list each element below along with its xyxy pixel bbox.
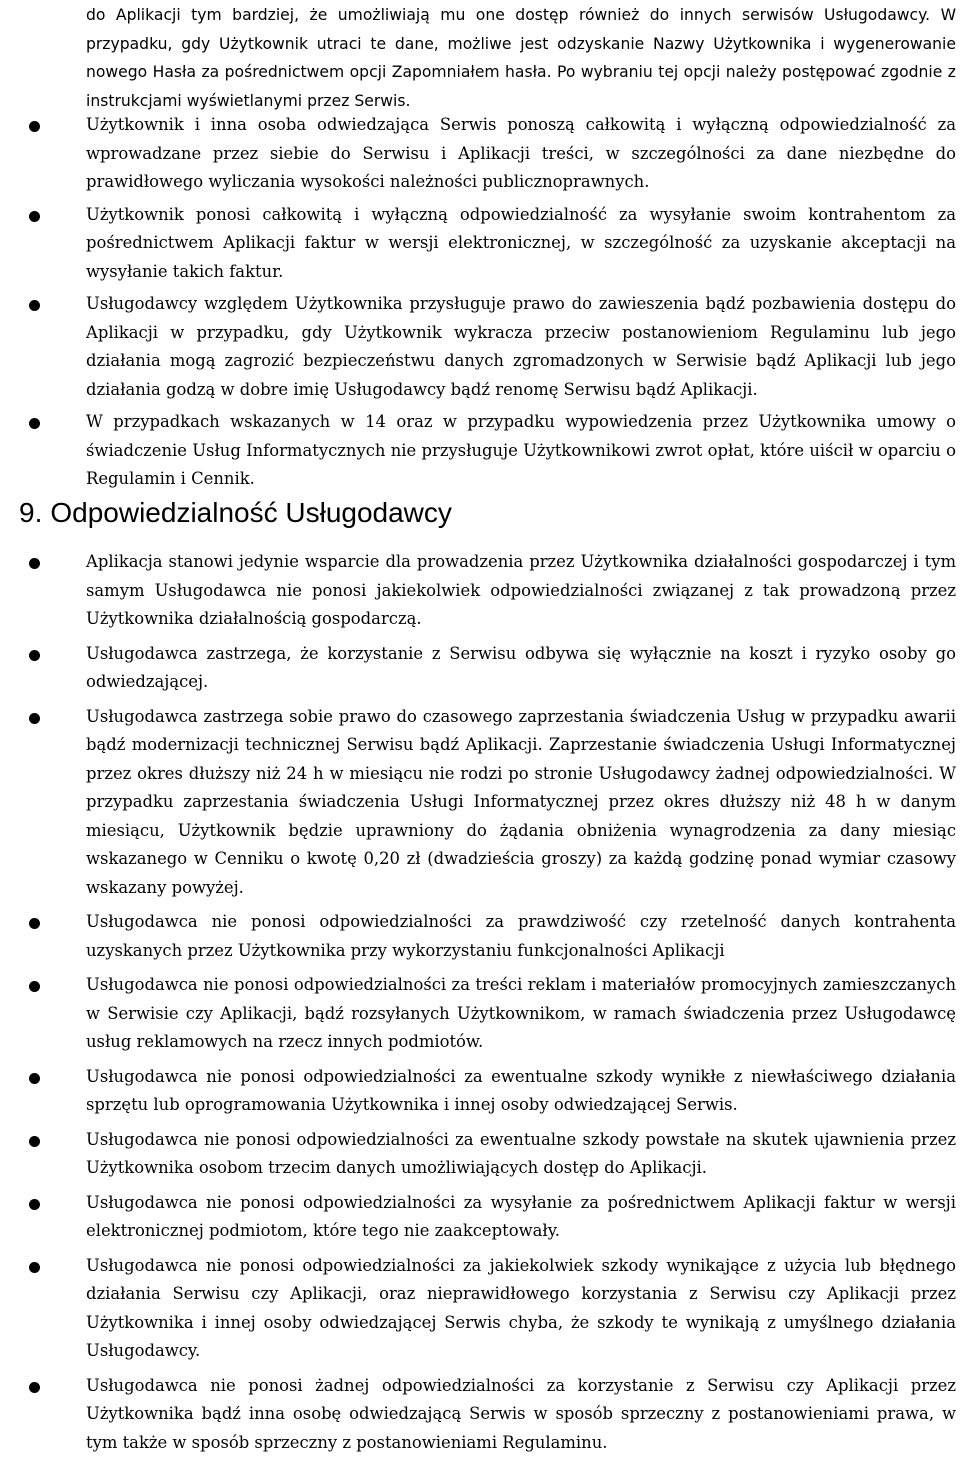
section-title: Odpowiedzialność Usługodawcy bbox=[50, 497, 452, 528]
list-item-text: Usługodawca nie ponosi odpowiedzialności za jakiekolwiek szkody wynikające z użycia lub błędnego działania Serwisu czy Aplikacji, oraz nieprawidłowego korzystania z Serwisu czy Aplikacji przez Użytkownika i innej osoby odwiedzającej Serwis chyba, że szkody te wynikają z umyślnego działania Usługodawcy. bbox=[86, 1255, 956, 1360]
bullet-icon bbox=[29, 211, 40, 222]
bullet-icon bbox=[29, 418, 40, 429]
bullet-icon bbox=[29, 1073, 40, 1084]
list-item bbox=[0, 1252, 960, 1366]
bullet-icon bbox=[29, 981, 40, 992]
list-item-text: Usługodawca zastrzega, że korzystanie z Serwisu odbywa się wyłącznie na koszt i ryzyko osoby go odwiedzającej. bbox=[86, 643, 956, 691]
list-item bbox=[0, 1189, 960, 1246]
bullet-icon bbox=[29, 121, 40, 132]
section-8-list bbox=[0, 111, 960, 498]
lead-paragraph-text: do Aplikacji tym bardziej, że umożliwiają mu one dostęp również do innych serwisów Usługodawcy. W przypadku, gdy Użytkownik utraci te dane, możliwe jest odzyskanie Nazwy Użytkownika i wygenerowanie nowego Hasła za pośrednictwem opcji Zapomniałem hasła. bbox=[86, 6, 956, 81]
list-item bbox=[0, 548, 960, 634]
section-number: 9. bbox=[19, 497, 43, 528]
list-item-text: Aplikacja stanowi jedynie wsparcie dla prowadzenia przez Użytkownika działalności gospodarczej i tym samym Usługodawca nie ponosi jakiekolwiek odpowiedzialności związanej z tak prowadzoną przez Użytkownika działalnością gospodarczą. bbox=[86, 552, 956, 628]
bullet-icon bbox=[29, 1136, 40, 1147]
section-heading bbox=[0, 493, 960, 533]
list-item-text: Usługodawca nie ponosi odpowiedzialności za prawdziwość czy rzetelność danych kontrahenta uzyskanych przez Użytkownika przy wykorzystaniu funkcjonalności Aplikacji bbox=[86, 912, 956, 960]
bullet-icon bbox=[29, 300, 40, 311]
list-item bbox=[0, 1372, 960, 1458]
list-item bbox=[0, 290, 960, 404]
list-item-text: Użytkownik ponosi całkowitą i wyłączną odpowiedzialność za wysyłanie swoim kontrahentom za pośrednictwem Aplikacji faktur w wersji elektronicznej, w szczególność za uzyskanie akceptacji na wysyłanie takich faktur. bbox=[86, 204, 956, 281]
section-9-list bbox=[0, 548, 960, 1463]
list-item bbox=[0, 1063, 960, 1120]
list-item-text: Usługodawca nie ponosi odpowiedzialności za ewentualne szkody powstałe na skutek ujawnienia przez Użytkownika osobom trzecim danych umożliwiających dostęp do Aplikacji. bbox=[86, 1129, 956, 1177]
list-item bbox=[0, 408, 960, 494]
bullet-icon bbox=[29, 1262, 40, 1273]
list-item-text: Usługodawca nie ponosi żadnej odpowiedzialności za korzystanie z Serwisu czy Aplikacji przez Użytkownika bądź inna osobę odwiedzającą Serwis w sposób sprzeczny z postanowieniami prawa, w tym także w sposób sprzeczny z postanowieniami Regulaminu. bbox=[86, 1375, 956, 1452]
lead-paragraph bbox=[86, 1, 956, 115]
list-item bbox=[0, 640, 960, 697]
list-item bbox=[0, 111, 960, 197]
list-item-text: W przypadkach wskazanych w 14 oraz w przypadku wypowiedzenia przez Użytkownika umowy o świadczenie Usług Informatycznych nie przysługuje Użytkownikowi zwrot opłat, które uiścił w oparciu o Regulamin i Cennik. bbox=[86, 412, 956, 488]
list-item-text: Usługodawcy względem Użytkownika przysługuje prawo do zawieszenia bądź pozbawienia dostępu do Aplikacji w przypadku, gdy Użytkownik wykracza przeciw postanowieniom Regulaminu lub jego działania mogą zagrozić bezpieczeństwu danych zgromadzonych w Serwisie bądź Aplikacji lub jego działania godzą w dobre imię Usługodawcy bądź renomę Serwisu bądź Aplikacji. bbox=[86, 294, 956, 399]
bullet-icon bbox=[29, 650, 40, 661]
bullet-icon bbox=[29, 918, 40, 929]
bullet-icon bbox=[29, 558, 40, 569]
lead-paragraph-tail: Po wybraniu tej opcji należy postępować zgodnie z instrukcjami wyświetlanymi przez Serwis. bbox=[86, 63, 956, 110]
list-item-text: Usługodawca nie ponosi odpowiedzialności za treści reklam i materiałów promocyjnych zamieszczanych w Serwisie czy Aplikacji, bądź rozsyłanych Użytkownikom, w ramach świadczenia przez Usługodawcę usług reklamowych na rzecz innych podmiotów. bbox=[86, 975, 956, 1051]
list-item bbox=[0, 1126, 960, 1183]
bullet-icon bbox=[29, 713, 40, 724]
list-item bbox=[0, 201, 960, 287]
bullet-icon bbox=[29, 1382, 40, 1393]
list-item-text: Usługodawca zastrzega sobie prawo do czasowego zaprzestania świadczenia Usług w przypadku awarii bądź modernizacji technicznej Serwisu bądź Aplikacji. Zaprzestanie świadczenia Usługi Informatycznej przez okres dłuższy niż 24 h w miesiącu nie rodzi po stronie Usługodawcy żadnej odpowiedzialności. W przypadku zaprzestania świadczenia Usługi Informatycznej przez okres dłuższy niż 48 h w danym miesiącu, Użytkownik będzie uprawniony do żądania obniżenia wynagrodzenia za dany miesiąc wskazanego w Cenniku o kwotę 0,20 zł (dwadzieścia groszy) za każdą godzinę ponad wymiar czasowy wskazany powyżej. bbox=[86, 706, 956, 897]
list-item bbox=[0, 971, 960, 1057]
list-item-text: Usługodawca nie ponosi odpowiedzialności za ewentualne szkody wynikłe z niewłaściwego działania sprzętu lub oprogramowania Użytkownika i innej osoby odwiedzającej Serwis. bbox=[86, 1066, 956, 1114]
bullet-icon bbox=[29, 1199, 40, 1210]
list-item-text: Usługodawca nie ponosi odpowiedzialności za wysyłanie za pośrednictwem Aplikacji faktur w wersji elektronicznej podmiotom, które tego nie zaakceptowały. bbox=[86, 1192, 956, 1240]
list-item bbox=[0, 908, 960, 965]
list-item-text: Użytkownik i inna osoba odwiedzająca Serwis ponoszą całkowitą i wyłączną odpowiedzialność za wprowadzane przez siebie do Serwisu i Aplikacji treści, w szczególności za dane niezbędne do prawidłowego wyliczania wysokości należności publicznoprawnych. bbox=[86, 115, 956, 191]
list-item bbox=[0, 703, 960, 903]
